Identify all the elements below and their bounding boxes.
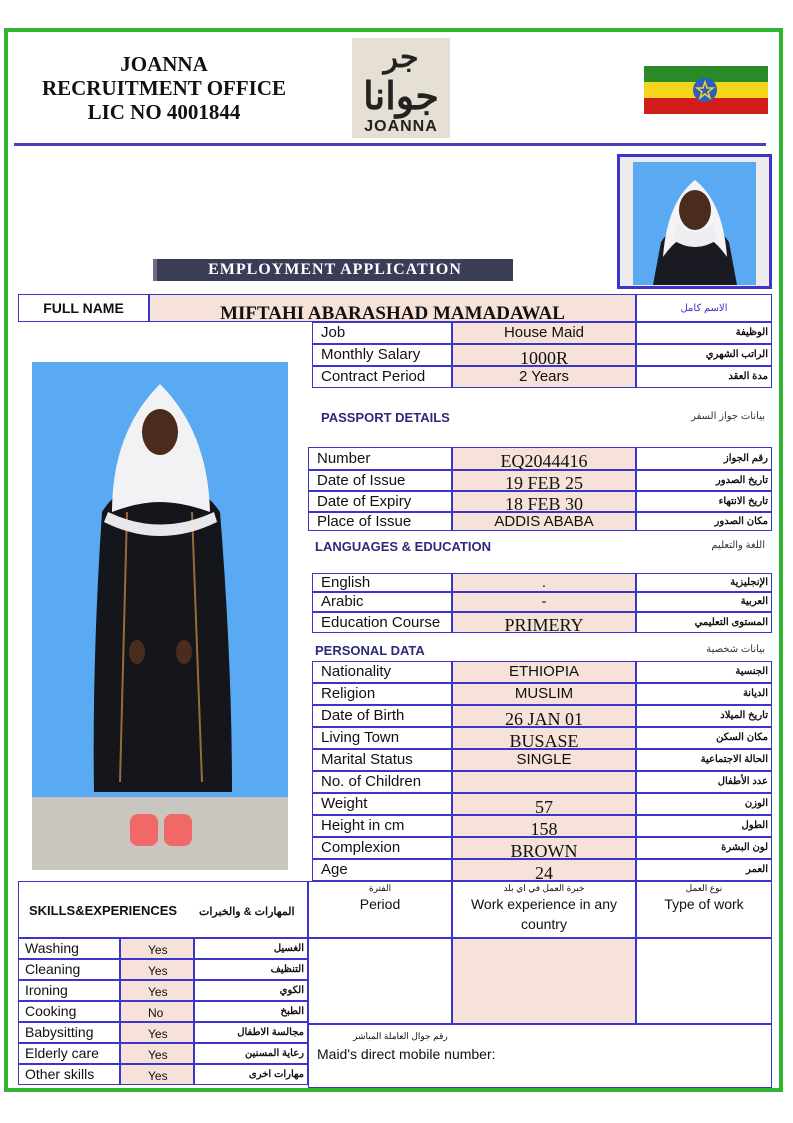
skill-value: Yes — [120, 938, 194, 959]
period-label: Period — [359, 896, 401, 912]
office-line-2: RECRUITMENT OFFICE — [41, 76, 287, 100]
row-value: 24 — [452, 859, 636, 881]
skill-arabic-label: الكوي — [194, 980, 308, 1001]
row-label: Height in cm — [312, 815, 452, 837]
row-arabic-label: تاريخ الصدور — [636, 470, 772, 491]
work-experience-label: Work experience in any country — [470, 896, 618, 932]
row-arabic-label: المستوى التعليمي — [636, 612, 772, 633]
type-of-work-header — [636, 881, 772, 938]
row-label: Religion — [312, 683, 452, 705]
full-body-photo — [32, 362, 288, 870]
row-value: 2 Years — [452, 366, 636, 388]
skill-label: Cooking — [18, 1001, 120, 1022]
row-arabic-label: الجنسية — [636, 661, 772, 683]
full-name-arabic: الاسم كامل — [636, 294, 772, 322]
languages-section-title: LANGUAGES & EDUCATION — [315, 539, 491, 554]
skill-label: Other skills — [18, 1064, 120, 1085]
row-arabic-label: الإنجليزية — [636, 573, 772, 592]
row-arabic-label: مكان السكن — [636, 727, 772, 749]
logo-arabic: جوانا — [363, 76, 439, 118]
row-arabic-label: الديانة — [636, 683, 772, 705]
skill-value: Yes — [120, 1064, 194, 1085]
row-value: ETHIOPIA — [452, 661, 636, 683]
row-arabic-label: العمر — [636, 859, 772, 881]
row-value: 26 JAN 01 — [452, 705, 636, 727]
skill-arabic-label: رعاية المسنين — [194, 1043, 308, 1064]
row-arabic-label: مدة العقد — [636, 366, 772, 388]
skill-label: Cleaning — [18, 959, 120, 980]
row-label: Marital Status — [312, 749, 452, 771]
type-of-work-label: Type of work — [664, 896, 744, 912]
skills-title-arabic: المهارات & والخبرات — [199, 906, 295, 918]
skill-label: Ironing — [18, 980, 120, 1001]
row-value: BUSASE — [452, 727, 636, 749]
skill-value: Yes — [120, 959, 194, 980]
skill-value: Yes — [120, 1043, 194, 1064]
header-divider — [14, 143, 766, 146]
personal-section-title: PERSONAL DATA — [315, 643, 425, 658]
logo-arabic-top: جر — [383, 41, 419, 74]
row-arabic-label: الراتب الشهري — [636, 344, 772, 366]
row-label: Age — [312, 859, 452, 881]
row-value: 1000R — [452, 344, 636, 366]
row-arabic-label: عدد الأطفال — [636, 771, 772, 793]
row-arabic-label: لون البشرة — [636, 837, 772, 859]
passport-section-arabic: بيانات جواز السفر — [691, 411, 765, 422]
passport-section-title: PASSPORT DETAILS — [321, 410, 450, 425]
row-value: BROWN — [452, 837, 636, 859]
skills-title: SKILLS&EXPERIENCES — [29, 903, 178, 918]
row-value: PRIMERY — [452, 612, 636, 633]
row-value: 19 FEB 25 — [452, 470, 636, 491]
row-label: Number — [308, 447, 452, 470]
row-label: Date of Issue — [308, 470, 452, 491]
row-label: Monthly Salary — [312, 344, 452, 366]
row-arabic-label: الوظيفة — [636, 322, 772, 344]
skill-arabic-label: الغسيل — [194, 938, 308, 959]
mobile-number-label: Maid's direct mobile number: — [317, 1046, 496, 1062]
personal-section-arabic: بيانات شخصية — [706, 644, 765, 655]
row-arabic-label: مكان الصدور — [636, 512, 772, 531]
row-value: 158 — [452, 815, 636, 837]
row-value — [452, 771, 636, 793]
skill-value: No — [120, 1001, 194, 1022]
flag-emblem-icon — [693, 78, 717, 102]
row-arabic-label: الطول — [636, 815, 772, 837]
row-label: English — [312, 573, 452, 592]
row-label: Arabic — [312, 592, 452, 612]
office-line-3: LIC NO 4001844 — [87, 100, 241, 124]
row-value: MUSLIM — [452, 683, 636, 705]
experience-country-cell — [452, 938, 636, 1024]
row-label: Date of Expiry — [308, 491, 452, 512]
row-arabic-label: الوزن — [636, 793, 772, 815]
mobile-number-box — [308, 1024, 772, 1088]
skill-arabic-label: مجالسة الاطفال — [194, 1022, 308, 1043]
row-label: Education Course — [312, 612, 452, 633]
skill-arabic-label: الطبخ — [194, 1001, 308, 1022]
row-label: Complexion — [312, 837, 452, 859]
full-name-value: MIFTAHI ABARASHAD MAMADAWAL — [149, 294, 636, 322]
skill-value: Yes — [120, 1022, 194, 1043]
row-value: SINGLE — [452, 749, 636, 771]
skills-header — [18, 881, 308, 938]
period-arabic: الفترة — [368, 883, 392, 893]
row-value: EQ2044416 — [452, 447, 636, 470]
experience-type-cell — [636, 938, 772, 1024]
row-arabic-label: رقم الجواز — [636, 447, 772, 470]
languages-section-arabic: اللغة والتعليم — [711, 540, 765, 551]
row-value: 57 — [452, 793, 636, 815]
row-label: Job — [312, 322, 452, 344]
skill-label: Babysitting — [18, 1022, 120, 1043]
row-arabic-label: تاريخ الانتهاء — [636, 491, 772, 512]
full-name-label: FULL NAME — [18, 294, 149, 322]
mobile-number-arabic: رقم جوال العاملة المباشر — [353, 1031, 448, 1041]
office-line-1: JOANNA — [120, 52, 208, 76]
row-label: Nationality — [312, 661, 452, 683]
office-name — [14, 52, 314, 124]
row-value: 18 FEB 30 — [452, 491, 636, 512]
row-arabic-label: العربية — [636, 592, 772, 612]
row-label: Date of Birth — [312, 705, 452, 727]
skill-arabic-label: مهارات اخرى — [194, 1064, 308, 1085]
employment-application-banner: EMPLOYMENT APPLICATION — [157, 259, 513, 281]
row-arabic-label: الحالة الاجتماعية — [636, 749, 772, 771]
logo-english: JOANNA — [364, 118, 438, 135]
row-label: Contract Period — [312, 366, 452, 388]
skill-label: Elderly care — [18, 1043, 120, 1064]
type-of-work-arabic: نوع العمل — [685, 883, 723, 893]
period-header — [308, 881, 452, 938]
skill-arabic-label: التنظيف — [194, 959, 308, 980]
skill-value: Yes — [120, 980, 194, 1001]
passport-photo — [617, 154, 772, 289]
row-value: . — [452, 573, 636, 592]
row-value: ADDIS ABABA — [452, 512, 636, 531]
company-logo — [352, 38, 450, 138]
row-value: House Maid — [452, 322, 636, 344]
experience-period-cell — [308, 938, 452, 1024]
skill-label: Washing — [18, 938, 120, 959]
row-label: Living Town — [312, 727, 452, 749]
ethiopia-flag-icon — [644, 66, 768, 114]
row-value: - — [452, 592, 636, 612]
work-experience-arabic: خبرة العمل في اي بلد — [503, 883, 585, 893]
work-experience-header — [452, 881, 636, 938]
row-arabic-label: تاريخ الميلاد — [636, 705, 772, 727]
row-label: Weight — [312, 793, 452, 815]
row-label: Place of Issue — [308, 512, 452, 531]
row-label: No. of Children — [312, 771, 452, 793]
